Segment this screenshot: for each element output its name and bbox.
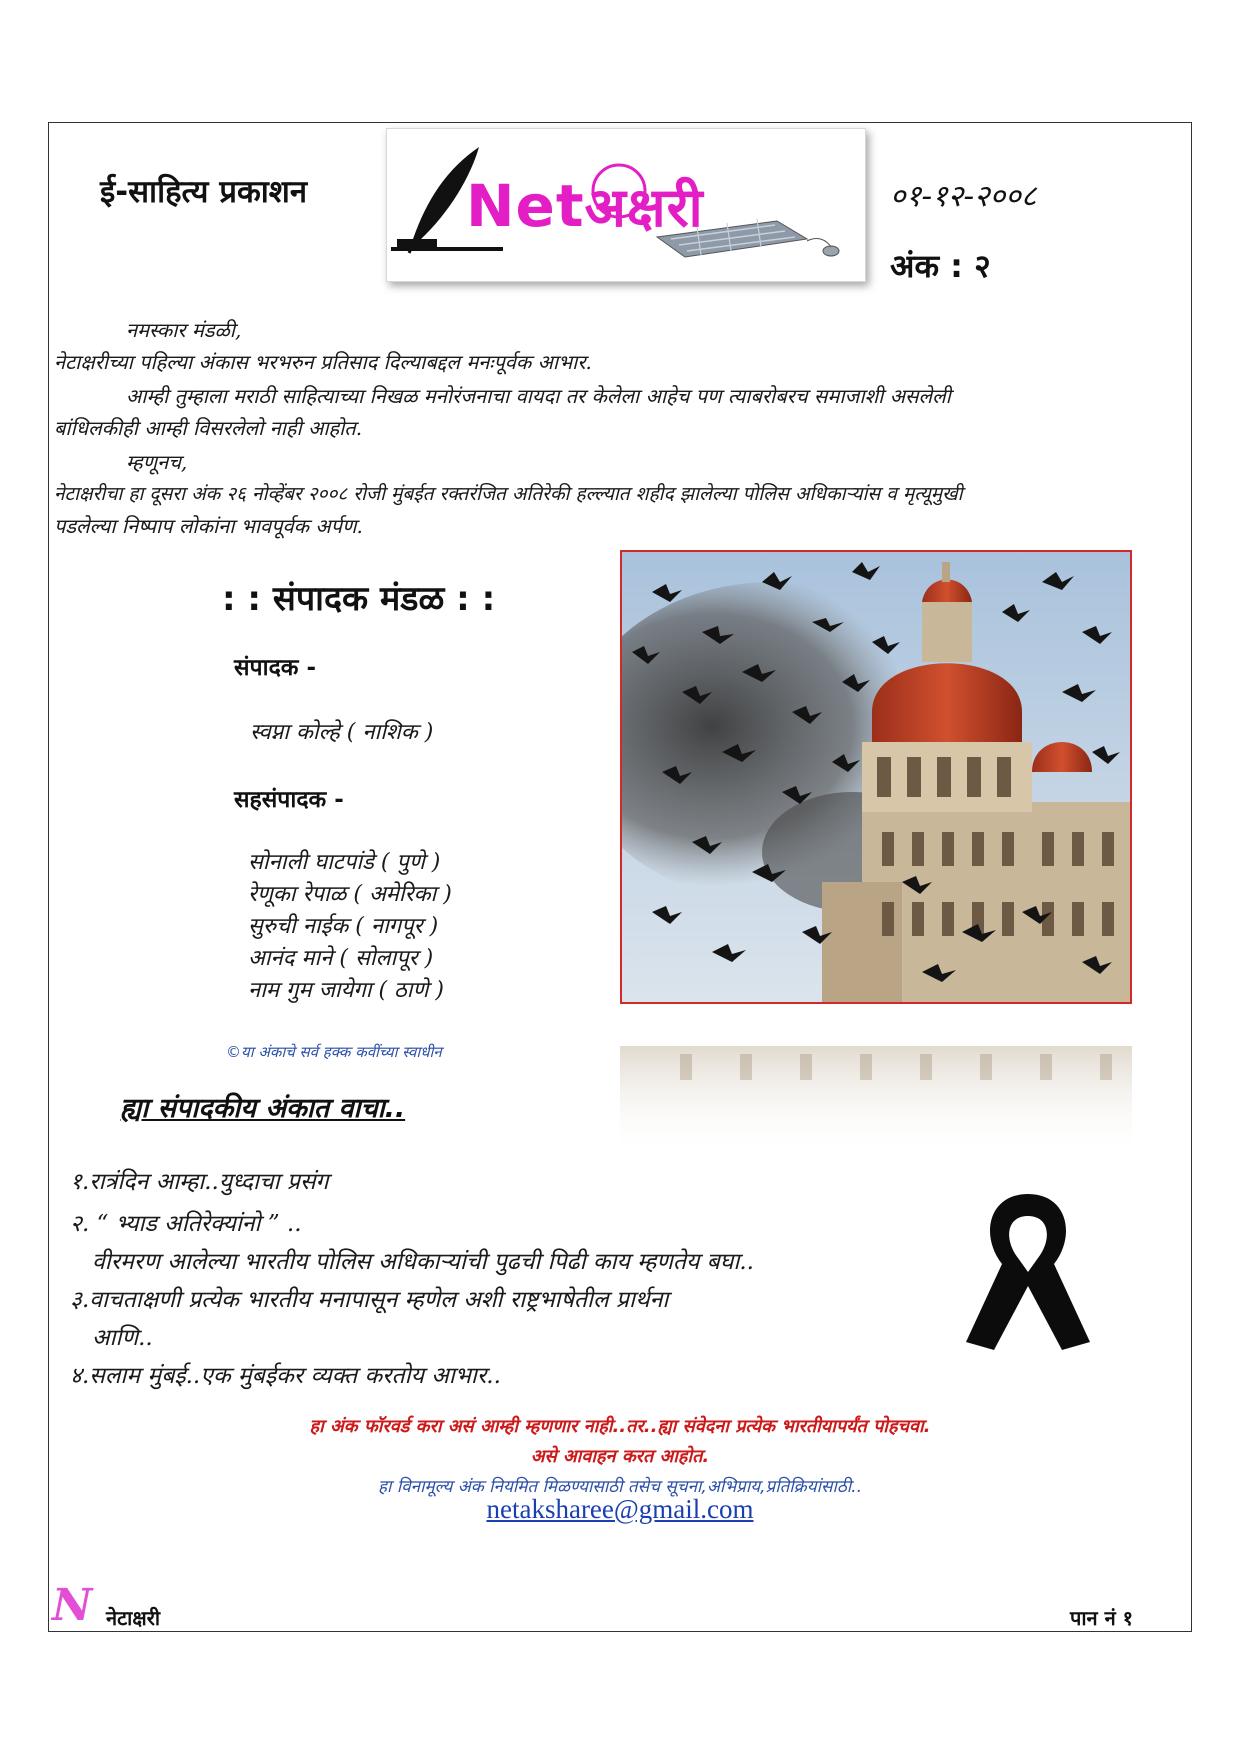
taj-hotel-photo [620, 550, 1132, 1004]
coeditor-name: सुरुची नाईक ( नागपूर ) [248, 914, 439, 939]
intro-line-6: पडलेल्या निष्पाप लोकांना भावपूर्वक अर्पण. [54, 514, 363, 538]
toc-item: वीरमरण आलेल्या भारतीय पोलिस अधिकाऱ्यांची पुढची पिढी काय म्हणतेय बघा.. [92, 1249, 754, 1275]
toc-item: १.रात्रंदिन आम्हा..युध्दाचा प्रसंग [70, 1169, 329, 1195]
coeditor-name: आनंद माने ( सोलापूर ) [248, 946, 434, 971]
coeditor-name: नाम गुम जायेगा ( ठाणे ) [248, 978, 444, 1003]
intro-line-5: नेटाक्षरीचा हा दूसरा अंक २६ नोव्हेंबर २००८ रोजी मुंबईत रक्तरंजित अतिरेकी हल्ल्यात शहीद झालेल्या पोलिस अधिकाऱ्यांस व मृत्यूमुखी [54, 483, 963, 505]
coeditor-name: सोनाली घाटपांडे ( पुणे ) [248, 850, 441, 875]
page-number: पान नं १ [1070, 1606, 1134, 1630]
intro-line-3: बांधिलकीही आम्ही विसरलेलो नाही आहोत. [54, 416, 363, 440]
footer-name: नेटाक्षरी [106, 1606, 161, 1630]
intro-line-1: नेटाक्षरीच्या पहिल्या अंकास भरभरुन प्रतिसाद दिल्याबद्दल मनःपूर्वक आभार. [54, 350, 592, 374]
toc-title: ह्या संपादकीय अंकात वाचा.. [120, 1093, 406, 1124]
issue-date: ०१-१२-२००८ [890, 179, 1037, 214]
coeditor-label: सहसंपादक - [234, 787, 344, 813]
intro-line-4: म्हणूनच, [126, 450, 188, 474]
email-link[interactable]: netaksharee@gmail.com [486, 1494, 754, 1524]
subscribe-note: हा विनामूल्य अंक नियमित मिळण्यासाठी तसेच सूचना,अभिप्राय,प्रतिक्रियांसाठी.. [377, 1477, 862, 1497]
toc-item: ४.सलाम मुंबई..एक मुंबईकर व्यक्त करतोय आभार.. [70, 1363, 501, 1389]
copyright-note: ©या अंकाचे सर्व हक्क कवींच्या स्वाधीन [226, 1043, 442, 1061]
logo-wordmark-latin: Net [466, 172, 585, 240]
photo-reflection [620, 1046, 1132, 1156]
intro-line-2: आम्ही तुम्हाला मराठी साहित्याच्या निखळ मनोरंजनाचा वायदा तर केलेला आहेच पण त्याबरोबरच समाजाशी असलेली [126, 384, 951, 408]
intro-greeting: नमस्कार मंडळी, [126, 318, 242, 342]
coeditor-name: रेणूका रेपाळ ( अमेरिका ) [248, 882, 452, 907]
appeal-line-1: हा अंक फॉरवर्ड करा असं आम्ही म्हणणार नाही..तर..ह्या संवेदना प्रत्येक भारतीयापर्यंत पोहचवा. [309, 1416, 931, 1437]
editor-label: संपादक - [234, 655, 316, 681]
logo-wordmark-devanagari: अक्षरी [584, 176, 704, 239]
toc-item: ३.वाचताक्षणी प्रत्येक भारतीय मनापासून म्हणेल अशी राष्ट्रभाषेतील प्रार्थना [70, 1287, 669, 1313]
publisher-title: ई-साहित्य प्रकाशन [100, 174, 308, 210]
toc-item: २. “ भ्याड अतिरेक्यांनो ” .. [70, 1211, 302, 1237]
toc-item: आणि.. [92, 1325, 153, 1351]
appeal-line-2: असे आवाहन करत आहोत. [530, 1446, 710, 1467]
footer-logo-letter: N [52, 1580, 93, 1631]
editor-name: स्वप्ना कोल्हे ( नाशिक ) [250, 720, 434, 745]
logo-wordmark [466, 168, 704, 242]
black-mourning-ribbon-icon [958, 1186, 1098, 1356]
board-title: : : संपादक मंडळ : : [222, 579, 496, 619]
issue-number: अंक : २ [890, 247, 991, 285]
